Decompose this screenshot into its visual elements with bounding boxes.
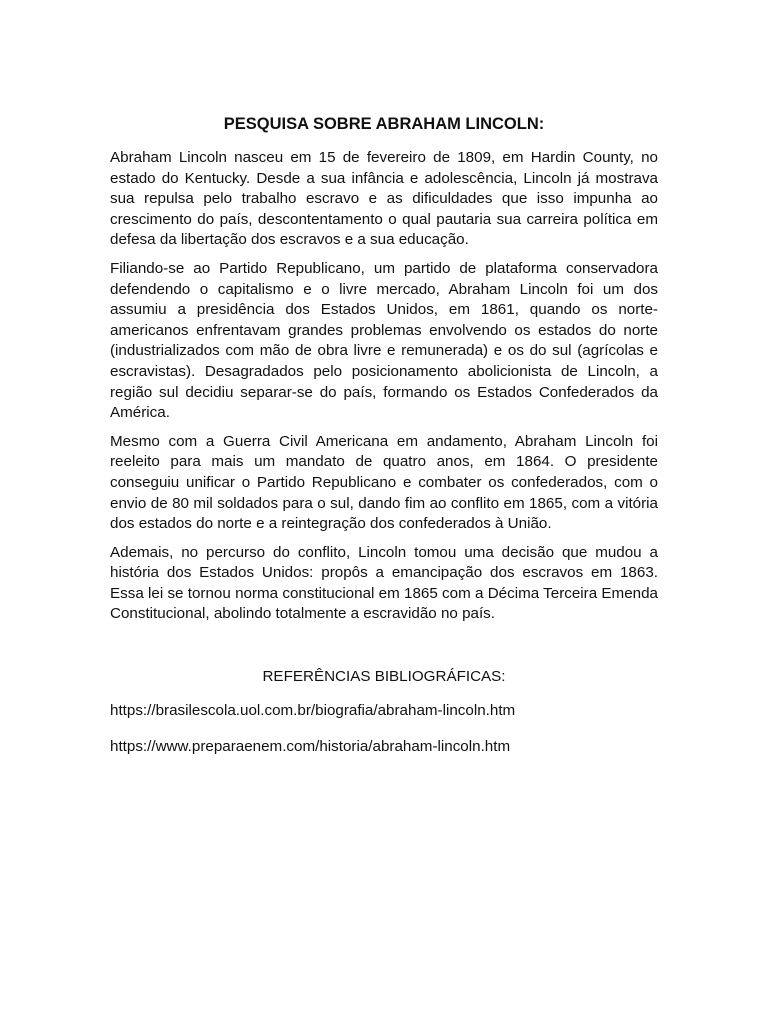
document-page (110, 112, 658, 755)
reference-link-preparaenem[interactable]: https://www.preparaenem.com/historia/abraham-lincoln.htm (110, 738, 511, 755)
reference-link-brasilescola[interactable]: https://brasilescola.uol.com.br/biografia/abraham-lincoln.htm (110, 702, 516, 719)
paragraph-presidency: Filiando-se ao Partido Republicano, um partido de plataforma conservadora defendendo o capitalismo e o livre mercado, Abraham Lincoln foi um dos assumiu a presidência dos Estados Unidos, em 1861, quando os norte-americanos enfrentavam grandes problemas envolvendo os estados do norte (industrializados com mão de obra livre e remunerada) e os do sul (agrícolas e escravistas). Desagradados pelo posicionamento abolicionista de Lincoln, a região sul decidiu separar-se do país, formando os Estados Confederados da América. (110, 259, 658, 422)
document-title: PESQUISA SOBRE ABRAHAM LINCOLN: (223, 115, 545, 133)
paragraph-emancipation: Ademais, no percurso do conflito, Lincoln tomou uma decisão que mudou a história dos Estados Unidos: propôs a emancipação dos escravos em 1863. Essa lei se tornou norma constitucional em 1865 com a Décima Terceira Emenda Constitucional, abolindo totalmente a escravidão no país. (110, 543, 658, 623)
references-title: REFERÊNCIAS BIBLIOGRÁFICAS: (262, 668, 506, 685)
paragraph-civil-war: Mesmo com a Guerra Civil Americana em andamento, Abraham Lincoln foi reeleito para mais um mandato de quatro anos, em 1864. O presidente conseguiu unificar o Partido Republicano e combater os confederados, com o envio de 80 mil soldados para o sul, dando fim ao conflito em 1865, com a vitória dos estados do norte e a reintegração dos confederados à União. (110, 432, 658, 533)
paragraph-birth: Abraham Lincoln nasceu em 15 de fevereiro de 1809, em Hardin County, no estado do Kentucky. Desde a sua infância e adolescência, Lincoln já mostrava sua repulsa pelo trabalho escravo e as dificuldades que isso impunha ao crescimento do país, descontentamento o qual pautaria sua carreira política em defesa da libertação dos escravos e a sua educação. (110, 149, 658, 249)
